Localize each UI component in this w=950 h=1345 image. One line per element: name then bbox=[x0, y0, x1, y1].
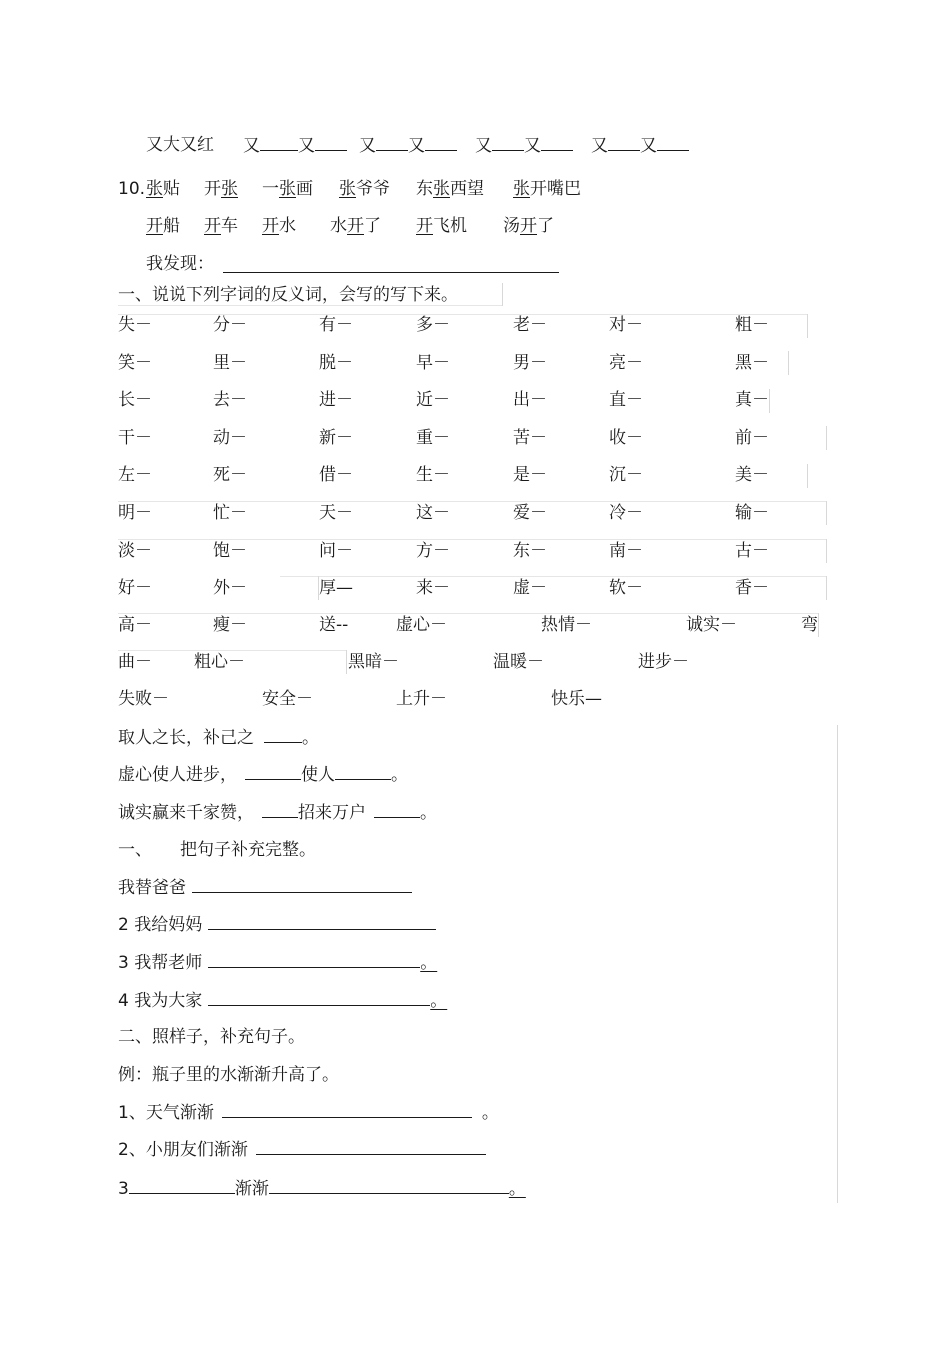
antonym-item: 借－ bbox=[319, 465, 353, 485]
antonym-item: 好－ bbox=[118, 578, 152, 598]
blank[interactable] bbox=[222, 1101, 472, 1118]
antonym-item: 虚－ bbox=[513, 578, 547, 598]
fill-phrase: 又 又 bbox=[475, 134, 573, 157]
antonym-item: 热情－ bbox=[541, 615, 592, 635]
divider bbox=[826, 501, 827, 525]
antonym-item: 美－ bbox=[735, 465, 769, 485]
divider bbox=[807, 464, 808, 488]
antonym-item: 老－ bbox=[513, 315, 547, 335]
antonym-item: 温暖－ bbox=[493, 652, 544, 672]
sentence-2: 2 我给妈妈 bbox=[118, 913, 436, 936]
divider bbox=[807, 314, 808, 338]
antonym-item: 是－ bbox=[513, 465, 547, 485]
word-item: 一张画 bbox=[262, 179, 313, 199]
divider bbox=[502, 283, 503, 306]
antonym-item: 快乐— bbox=[551, 689, 602, 709]
divider bbox=[826, 539, 827, 563]
antonym-item: 瘦－ bbox=[213, 615, 247, 635]
divider bbox=[769, 389, 770, 413]
antonym-item: 真－ bbox=[735, 390, 769, 410]
antonym-item: 分－ bbox=[213, 315, 247, 335]
blank[interactable] bbox=[260, 134, 298, 151]
antonym-item: 近－ bbox=[416, 390, 450, 410]
word-item: 水开了 bbox=[330, 216, 381, 236]
antonym-item: 生－ bbox=[416, 465, 450, 485]
antonym-item: 问－ bbox=[319, 541, 353, 561]
sentence-3: 3 我帮老师 。 bbox=[118, 953, 438, 973]
antonym-item: 有－ bbox=[319, 315, 353, 335]
antonym-item: 新－ bbox=[319, 428, 353, 448]
section-title-antonyms: 一、说说下列字词的反义词，会写的写下来。 bbox=[118, 285, 458, 305]
blank[interactable] bbox=[256, 1138, 486, 1155]
antonym-item: 去－ bbox=[213, 390, 247, 410]
blank[interactable] bbox=[245, 763, 301, 780]
antonym-item: 失败－ bbox=[118, 689, 169, 709]
antonym-item: 这－ bbox=[416, 503, 450, 523]
example-phrase: 又大又红 bbox=[146, 135, 214, 155]
divider bbox=[837, 725, 838, 1203]
antonym-item: 早－ bbox=[416, 353, 450, 373]
antonym-item: 软－ bbox=[609, 578, 643, 598]
antonym-item: 来－ bbox=[416, 578, 450, 598]
antonym-item: 南－ bbox=[609, 541, 643, 561]
antonym-item: 苦－ bbox=[513, 428, 547, 448]
word-item: 开车 bbox=[204, 216, 238, 236]
question-number: 10. bbox=[118, 179, 146, 199]
blank[interactable] bbox=[262, 801, 298, 818]
antonym-item: 收－ bbox=[609, 428, 643, 448]
blank[interactable] bbox=[657, 134, 689, 151]
blank[interactable] bbox=[129, 1177, 235, 1194]
blank[interactable] bbox=[208, 951, 420, 968]
antonym-item: 冷－ bbox=[609, 503, 643, 523]
antonym-item: 多－ bbox=[416, 315, 450, 335]
antonym-item: 输－ bbox=[735, 503, 769, 523]
antonym-item: 厚— bbox=[319, 578, 353, 598]
antonym-item: 男－ bbox=[513, 353, 547, 373]
word-item: 开船 bbox=[146, 216, 180, 236]
blank[interactable] bbox=[374, 801, 420, 818]
word-item: 汤开了 bbox=[503, 216, 554, 236]
antonym-item: 重－ bbox=[416, 428, 450, 448]
word-item: 张开嘴巴 bbox=[513, 179, 581, 199]
antonym-item: 亮－ bbox=[609, 353, 643, 373]
antonym-item: 弯 bbox=[801, 615, 818, 635]
antonym-item: 外－ bbox=[213, 578, 247, 598]
antonym-item: 死－ bbox=[213, 465, 247, 485]
antonym-item: 失－ bbox=[118, 315, 152, 335]
antonym-item: 沉－ bbox=[609, 465, 643, 485]
antonym-item: 对－ bbox=[609, 315, 643, 335]
antonym-item: 进－ bbox=[319, 390, 353, 410]
antonym-item: 前－ bbox=[735, 428, 769, 448]
antonym-item: 诚实－ bbox=[686, 615, 737, 635]
antonym-item: 进步－ bbox=[638, 652, 689, 672]
word-item: 开张 bbox=[204, 179, 238, 199]
antonym-item: 黑暗－ bbox=[348, 652, 399, 672]
antonym-item: 长－ bbox=[118, 390, 152, 410]
example-sentence: 例：瓶子里的水渐渐升高了。 bbox=[118, 1065, 339, 1085]
divider bbox=[826, 426, 827, 450]
example-item-1: 1、天气渐渐 。 bbox=[118, 1103, 499, 1123]
antonym-item: 忙－ bbox=[213, 503, 247, 523]
antonym-item: 天－ bbox=[319, 503, 353, 523]
antonym-item: 古－ bbox=[735, 541, 769, 561]
antonym-item: 干－ bbox=[118, 428, 152, 448]
antonym-item: 动－ bbox=[213, 428, 247, 448]
divider bbox=[818, 613, 819, 637]
antonym-item: 脱－ bbox=[319, 353, 353, 373]
blank[interactable] bbox=[335, 763, 391, 780]
word-item: 东张西望 bbox=[416, 179, 484, 199]
antonym-item: 饱－ bbox=[213, 541, 247, 561]
antonym-item: 里－ bbox=[213, 353, 247, 373]
antonym-item: 上升－ bbox=[396, 689, 447, 709]
proverb-1: 取人之长，补己之 。 bbox=[118, 728, 319, 748]
word-item: 开水 bbox=[262, 216, 296, 236]
antonym-item: 直－ bbox=[609, 390, 643, 410]
blank[interactable] bbox=[425, 134, 457, 151]
divider bbox=[788, 351, 789, 375]
example-item-3: 3 渐渐 。 bbox=[118, 1179, 526, 1199]
fill-phrase: 又 又 bbox=[359, 134, 457, 157]
antonym-item: 淡－ bbox=[118, 541, 152, 561]
divider bbox=[826, 576, 827, 600]
antonym-item: 曲－ bbox=[118, 652, 152, 672]
divider bbox=[346, 650, 347, 674]
word-item: 张贴 bbox=[146, 179, 180, 199]
blank[interactable] bbox=[264, 726, 302, 743]
proverb-2: 虚心使人进步， 使人 。 bbox=[118, 765, 408, 785]
blank[interactable] bbox=[192, 876, 412, 893]
sentence-4: 4 我为大家 。 bbox=[118, 991, 448, 1011]
fill-phrase: 又 又 bbox=[591, 134, 689, 157]
word-item: 开飞机 bbox=[416, 216, 467, 236]
antonym-item: 东－ bbox=[513, 541, 547, 561]
antonym-item: 出－ bbox=[513, 390, 547, 410]
antonym-item: 高－ bbox=[118, 615, 152, 635]
section-title-complete: 一、 把句子补充完整。 bbox=[118, 840, 316, 860]
fill-phrase: 又 又 bbox=[243, 134, 347, 157]
antonym-item: 安全－ bbox=[262, 689, 313, 709]
sentence-1: 我替爸爸 bbox=[118, 876, 412, 899]
antonym-item: 左－ bbox=[118, 465, 152, 485]
antonym-item: 明－ bbox=[118, 503, 152, 523]
blank[interactable] bbox=[376, 134, 408, 151]
blank[interactable] bbox=[492, 134, 524, 151]
antonym-item: 粗心－ bbox=[194, 652, 245, 672]
antonym-item: 送-- bbox=[319, 615, 349, 635]
antonym-item: 笑－ bbox=[118, 353, 152, 373]
blank[interactable] bbox=[541, 134, 573, 151]
discover-label: 我发现： bbox=[146, 254, 214, 274]
antonym-item: 方－ bbox=[416, 541, 450, 561]
section-title-example: 二、照样子，补充句子。 bbox=[118, 1027, 305, 1047]
blank[interactable] bbox=[208, 989, 430, 1006]
antonym-item: 虚心－ bbox=[396, 615, 447, 635]
proverb-3: 诚实赢来千家赞， 招来万户 。 bbox=[118, 803, 437, 823]
antonym-item: 粗－ bbox=[735, 315, 769, 335]
example-item-2: 2、小朋友们渐渐 bbox=[118, 1138, 486, 1161]
discover-answer-line[interactable] bbox=[223, 272, 559, 273]
antonym-item: 香－ bbox=[735, 578, 769, 598]
antonym-item: 黑－ bbox=[735, 353, 769, 373]
blank[interactable] bbox=[315, 134, 347, 151]
blank[interactable] bbox=[208, 913, 436, 930]
antonym-item: 爱－ bbox=[513, 503, 547, 523]
blank[interactable] bbox=[608, 134, 640, 151]
blank[interactable] bbox=[269, 1177, 509, 1194]
word-item: 张爷爷 bbox=[339, 179, 390, 199]
